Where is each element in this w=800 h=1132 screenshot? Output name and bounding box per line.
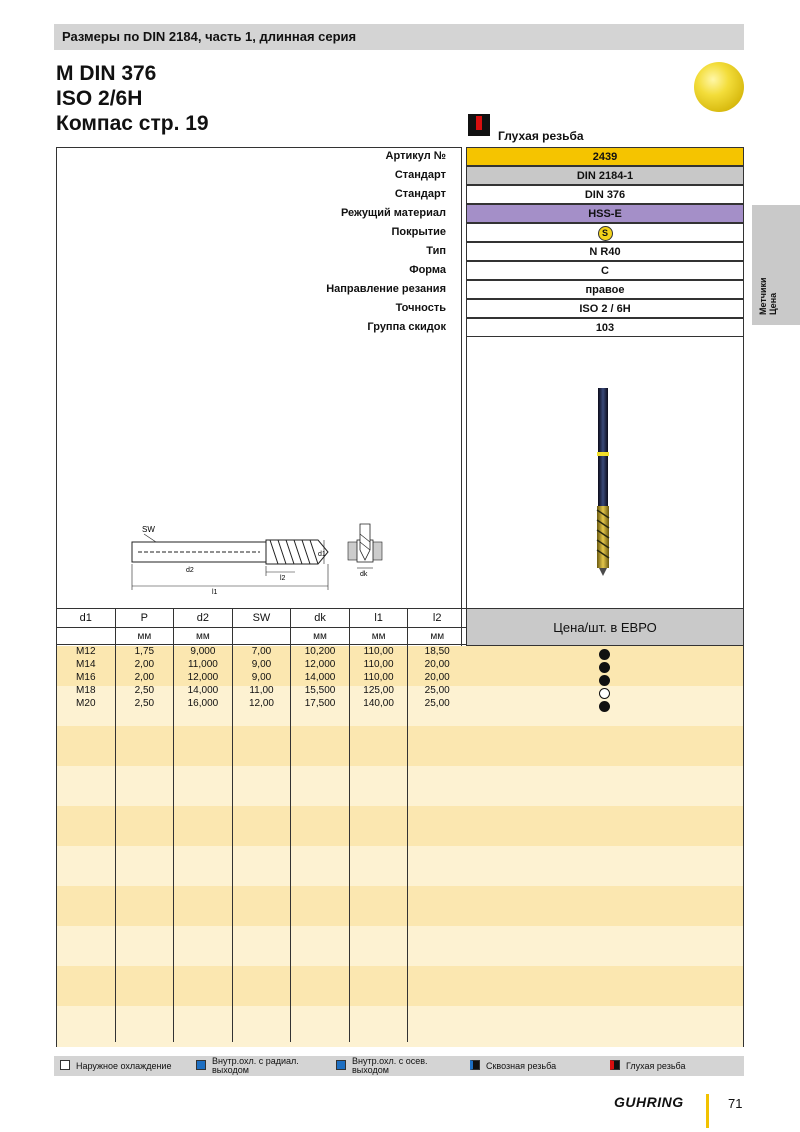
unit-cell: мм xyxy=(115,628,174,645)
table-cell: M18 xyxy=(57,684,116,697)
table-cell: 9,000 xyxy=(174,645,233,659)
table-cell: 125,00 xyxy=(349,684,408,697)
table-cell: 2,00 xyxy=(115,671,174,684)
column-header: P xyxy=(115,609,174,628)
column-header: l1 xyxy=(349,609,408,628)
spec-value: C xyxy=(466,261,744,280)
filler-cell xyxy=(349,710,408,1042)
spec-value: DIN 2184-1 xyxy=(466,166,744,185)
filler-cell xyxy=(115,710,174,1042)
spec-label: Форма xyxy=(409,264,446,276)
table-cell: 9,00 xyxy=(232,671,291,684)
price-header: Цена/шт. в ЕВРО xyxy=(466,608,744,646)
table-cell: 12,00 xyxy=(232,697,291,710)
table-cell: M14 xyxy=(57,658,116,671)
legend-text: Наружное охлаждение xyxy=(76,1061,172,1071)
table-cell: 16,000 xyxy=(174,697,233,710)
spec-label: Группа скидок xyxy=(367,321,446,333)
table-cell: 25,00 xyxy=(408,697,466,710)
unit-cell xyxy=(232,628,291,645)
dk-label: dk xyxy=(360,571,368,578)
column-header: SW xyxy=(232,609,291,628)
side-tab[interactable] xyxy=(752,205,800,325)
sw-label: SW xyxy=(142,525,155,534)
table-cell: 18,50 xyxy=(408,645,466,659)
thread-type-label: Глухая резьба xyxy=(498,129,584,143)
spec-value: ISO 2 / 6H xyxy=(466,299,744,318)
unit-cell: мм xyxy=(408,628,466,645)
legend-text: Глухая резьба xyxy=(626,1061,686,1071)
table-cell: 140,00 xyxy=(349,697,408,710)
column-header: d2 xyxy=(174,609,233,628)
table-cell: 14,000 xyxy=(291,671,350,684)
table-cell: 12,000 xyxy=(291,658,350,671)
radial-cooling-icon xyxy=(196,1060,206,1070)
available-dot-icon xyxy=(599,649,610,660)
filler-cell xyxy=(408,710,466,1042)
table-cell: 14,000 xyxy=(174,684,233,697)
filler-cell xyxy=(291,710,350,1042)
table-cell: 110,00 xyxy=(349,645,408,659)
spec-value: HSS-E xyxy=(466,204,744,223)
spec-label: Покрытие xyxy=(391,226,446,238)
table-row xyxy=(57,684,467,697)
spec-label: Артикул № xyxy=(385,150,446,162)
table-cell: 12,000 xyxy=(174,671,233,684)
table-row xyxy=(57,671,467,684)
spec-value: DIN 376 xyxy=(466,185,744,204)
side-tab-line2: Цена xyxy=(768,292,778,315)
product-title: M DIN 376 xyxy=(56,62,157,85)
table-cell: 110,00 xyxy=(349,671,408,684)
table-cell: 15,500 xyxy=(291,684,350,697)
column-header: d1 xyxy=(57,609,116,628)
table-cell: 9,00 xyxy=(232,658,291,671)
filler-cell xyxy=(174,710,233,1042)
brand-bar xyxy=(706,1094,709,1128)
tap-photo xyxy=(593,388,613,576)
table-cell: M16 xyxy=(57,671,116,684)
page-number: 71 xyxy=(728,1096,743,1111)
table-cell: M12 xyxy=(57,645,116,659)
legend-text: Внутр.охл. с осев. выходом xyxy=(352,1056,428,1075)
d1-label: d1 xyxy=(318,551,326,558)
dimension-table xyxy=(56,608,466,1042)
on-request-circle-icon xyxy=(599,688,610,699)
l1-label: l1 xyxy=(212,589,218,596)
table-row xyxy=(57,658,467,671)
spec-label: Тип xyxy=(426,245,446,257)
column-header: l2 xyxy=(408,609,466,628)
axial-cooling-icon xyxy=(336,1060,346,1070)
unit-cell: мм xyxy=(291,628,350,645)
spec-label: Стандарт xyxy=(394,169,446,181)
spec-value: правое xyxy=(466,280,744,299)
table-cell: 25,00 xyxy=(408,684,466,697)
legend-bar xyxy=(54,1056,744,1076)
spec-label: Направление резания xyxy=(326,283,446,295)
tolerance-title: ISO 2/6H xyxy=(56,87,143,110)
table-cell: 11,00 xyxy=(232,684,291,697)
table-cell: 2,50 xyxy=(115,697,174,710)
filler-cell xyxy=(232,710,291,1042)
table-cell: 2,00 xyxy=(115,658,174,671)
table-cell: 17,500 xyxy=(291,697,350,710)
table-row xyxy=(57,645,467,659)
unit-cell: мм xyxy=(174,628,233,645)
external-cooling-icon xyxy=(60,1060,70,1070)
table-cell: 110,00 xyxy=(349,658,408,671)
table-cell: 20,00 xyxy=(408,658,466,671)
spec-value: 103 xyxy=(466,318,744,337)
d2-label: d2 xyxy=(186,567,194,574)
spec-value: 2439 xyxy=(466,147,744,166)
table-cell: M20 xyxy=(57,697,116,710)
section-title-bar: Размеры по DIN 2184, часть 1, длинная серия xyxy=(54,24,744,50)
unit-cell xyxy=(57,628,116,645)
legend-text: Внутр.охл. с радиал. выходом xyxy=(212,1056,299,1075)
filler-cell xyxy=(57,710,116,1042)
side-tab-line1: Метчики xyxy=(758,277,768,315)
available-dot-icon xyxy=(599,662,610,673)
table-cell: 11,000 xyxy=(174,658,233,671)
table-cell: 1,75 xyxy=(115,645,174,659)
spec-label: Стандарт xyxy=(394,188,446,200)
blind-thread-icon xyxy=(610,1060,620,1070)
bore-drawing xyxy=(340,520,390,580)
available-dot-icon xyxy=(599,701,610,712)
available-dot-icon xyxy=(599,675,610,686)
spec-value xyxy=(466,223,744,242)
l2-label: l2 xyxy=(280,575,286,582)
coating-s-icon: S xyxy=(598,226,613,241)
brand-logo: GUHRING xyxy=(614,1094,684,1110)
blind-thread-icon xyxy=(468,114,490,136)
spec-label: Точность xyxy=(395,302,446,314)
table-cell: 20,00 xyxy=(408,671,466,684)
coating-ball-icon xyxy=(694,62,744,112)
spec-value: N R40 xyxy=(466,242,744,261)
table-row xyxy=(57,697,467,710)
unit-cell: мм xyxy=(349,628,408,645)
through-thread-icon xyxy=(470,1060,480,1070)
compass-reference: Компас стр. 19 xyxy=(56,112,209,135)
table-cell: 2,50 xyxy=(115,684,174,697)
column-header: dk xyxy=(291,609,350,628)
spec-label: Режущий материал xyxy=(340,207,446,219)
table-cell: 7,00 xyxy=(232,645,291,659)
table-cell: 10,200 xyxy=(291,645,350,659)
legend-text: Сквозная резьба xyxy=(486,1061,557,1071)
